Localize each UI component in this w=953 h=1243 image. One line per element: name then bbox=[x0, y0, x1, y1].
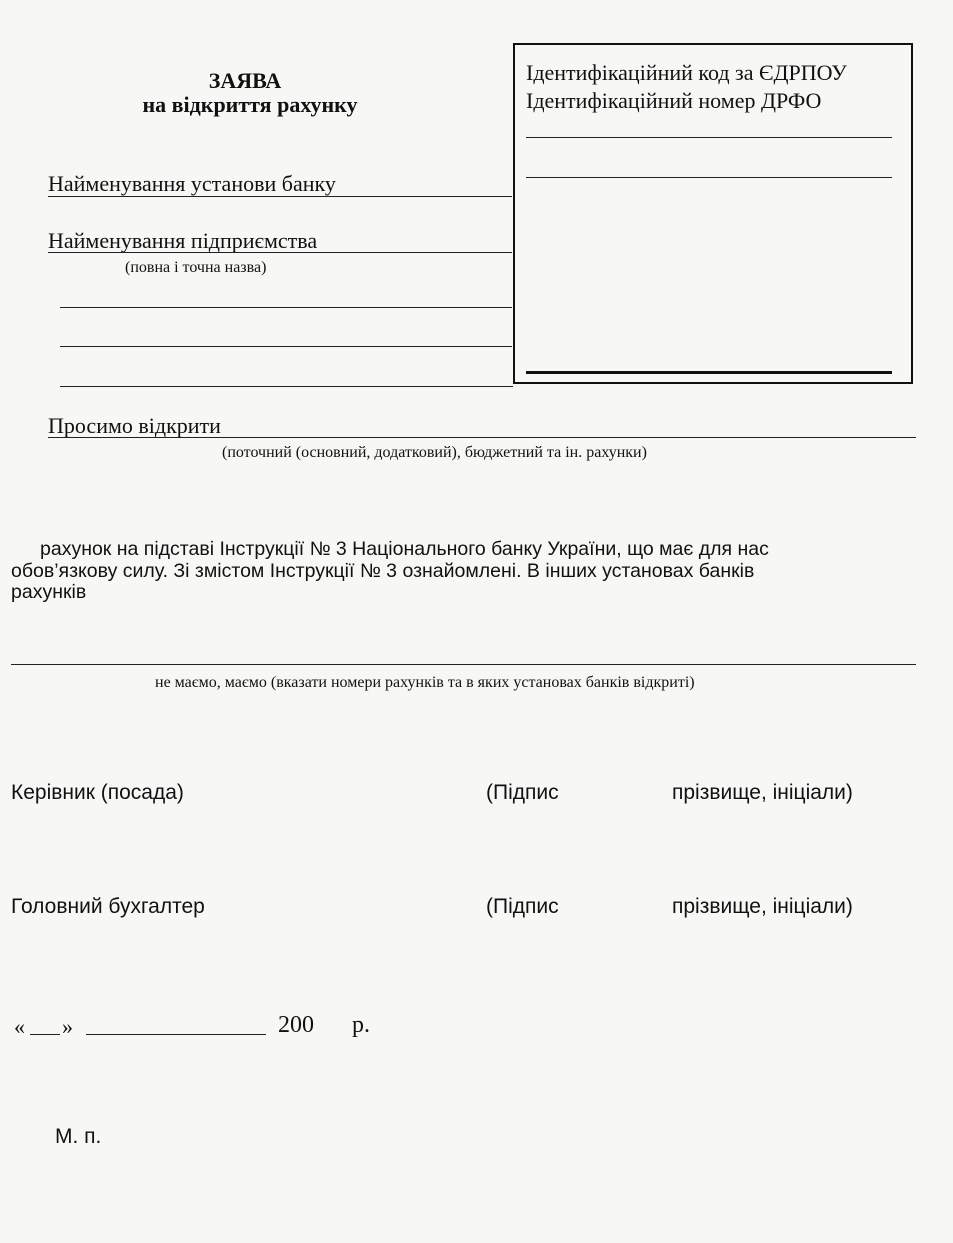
date-open-quote: « bbox=[14, 1014, 25, 1039]
bank-name-line[interactable] bbox=[48, 196, 512, 197]
request-hint: (поточний (основний, додатковий), бюджетний та ін. рахунки) bbox=[222, 444, 647, 461]
chief-accountant-name-label: прізвище, ініціали) bbox=[672, 895, 853, 918]
request-line[interactable] bbox=[48, 437, 916, 438]
form-subtitle: на відкриття рахунку bbox=[142, 92, 358, 117]
body-text-line-1: рахунок на підставі Інструкції № 3 Національного банку України, що має для нас bbox=[40, 538, 769, 560]
head-name-label: прізвище, ініціали) bbox=[672, 781, 853, 804]
chief-accountant-signature-label: (Підпис bbox=[486, 895, 559, 918]
drfo-number-label: Ідентифікаційний номер ДРФО bbox=[526, 88, 822, 113]
company-name-line-2[interactable] bbox=[60, 307, 512, 308]
id-code-line-3[interactable] bbox=[526, 371, 892, 374]
request-label: Просимо відкрити bbox=[48, 413, 221, 438]
date-year-suffix: р. bbox=[352, 1012, 370, 1038]
date-close-quote: » bbox=[62, 1014, 73, 1039]
id-code-box bbox=[513, 43, 913, 384]
company-name-line-4[interactable] bbox=[60, 386, 513, 387]
form-title: ЗАЯВА bbox=[208, 68, 282, 93]
company-name-label: Найменування підприємства bbox=[48, 228, 318, 253]
stamp-place-label: М. п. bbox=[55, 1125, 102, 1148]
head-position-label: Керівник (посада) bbox=[11, 781, 184, 804]
id-code-line-2[interactable] bbox=[526, 177, 892, 178]
bank-name-label: Найменування установи банку bbox=[48, 171, 336, 196]
accounts-line[interactable] bbox=[11, 664, 916, 665]
chief-accountant-label: Головний бухгалтер bbox=[11, 895, 205, 918]
head-signature-label: (Підпис bbox=[486, 781, 559, 804]
body-text-line-3: рахунків bbox=[11, 581, 87, 603]
accounts-hint: не маємо, маємо (вказати номери рахунків та в яких установах банків відкриті) bbox=[155, 674, 695, 691]
date-month-line[interactable] bbox=[86, 1034, 266, 1035]
body-text-line-2: обов’язкову силу. Зі змістом Інструкції № 3 ознайомлені. В інших установах банків bbox=[11, 560, 755, 582]
edrpou-code-label: Ідентифікаційний код за ЄДРПОУ bbox=[526, 60, 847, 85]
company-name-hint: (повна і точна назва) bbox=[125, 259, 267, 276]
company-name-line-3[interactable] bbox=[60, 346, 512, 347]
company-name-line-1[interactable] bbox=[48, 252, 512, 253]
date-day-line[interactable] bbox=[30, 1034, 60, 1035]
date-year: 200 bbox=[278, 1012, 314, 1038]
id-code-line-1[interactable] bbox=[526, 137, 892, 138]
